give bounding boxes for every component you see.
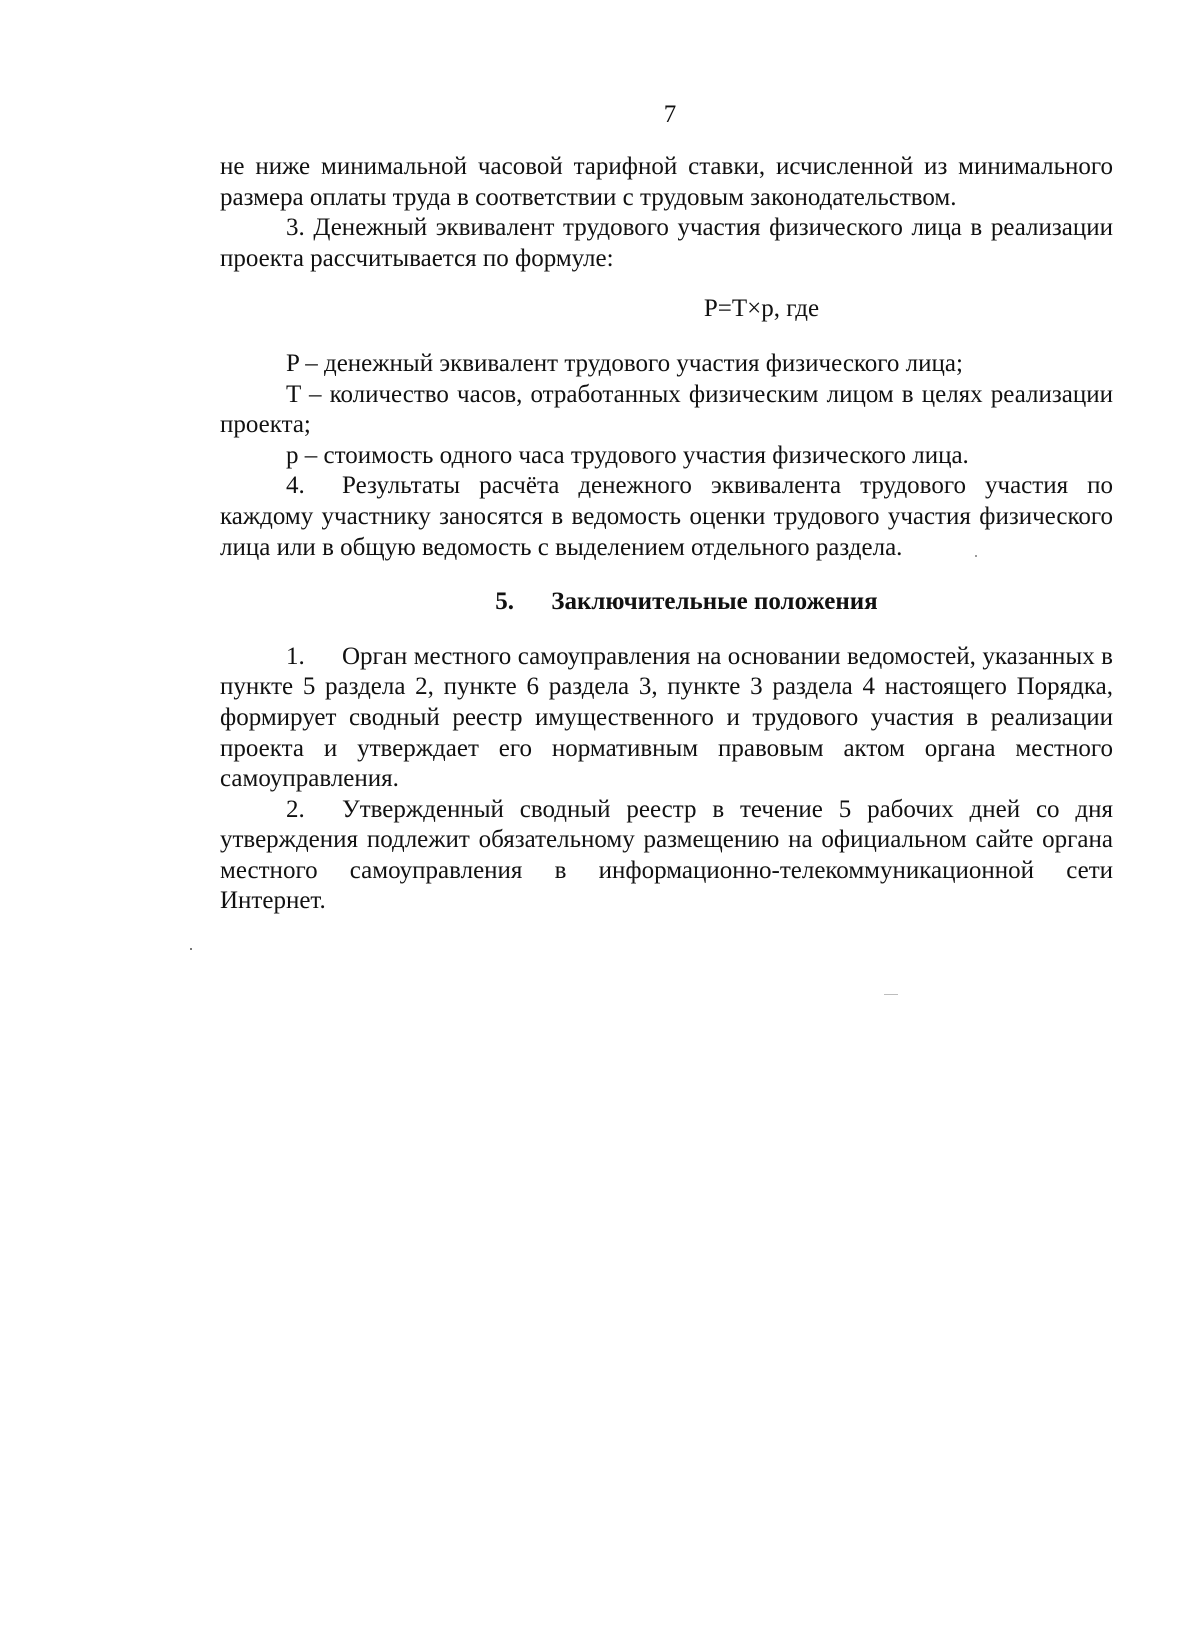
section-5-item-2-number: 2. [286,795,305,823]
item-4-text: Результаты расчёта денежного эквивалента трудового участия по каждому участнику заносятся в ведомость оценки трудового участия физического лица или в общую ведомость с выделением отдельного раздела. [220,472,1113,561]
definition-P: P – денежный эквивалент трудового участия физического лица; [286,349,963,377]
definition-T: T – количество часов, отработанных физическим лицом в целях реализации проекта; [220,380,1113,439]
paragraph-item-4 [220,471,1113,563]
document-body [220,152,1113,917]
scan-mark [884,994,898,995]
scan-speck [190,948,192,950]
paragraph-continuation: не ниже минимальной часовой тарифной ставки, исчисленной из минимального размера оплаты труда в соответствии с трудовым законодательством. [220,153,1113,211]
section-5-title: Заключительные положения [551,588,878,616]
section-5-heading [220,587,1113,618]
paragraph-item-3: 3. Денежный эквивалент трудового участия физического лица в реализации проекта рассчитывается по формуле: [220,214,1113,272]
section-5-item-1 [220,642,1113,795]
item-4-number: 4. [286,472,305,500]
section-5-item-1-text: Орган местного самоуправления на основании ведомостей, указанных в пункте 5 раздела 2, пункте 6 раздела 3, пункте 3 раздела 4 настоящего Порядка, формирует сводный реестр имущественного и трудового участия в реализации проекта и утверждает его нормативным правовым актом органа местного самоуправления. [220,642,1113,793]
formula: P=T×p, где [703,295,820,323]
page-number: 7 [663,101,677,128]
section-5-number: 5. [495,588,515,616]
scan-speck [975,555,977,557]
section-5-item-1-number: 1. [286,642,305,670]
section-5-item-2 [220,795,1113,917]
definition-p: p – стоимость одного часа трудового участия физического лица. [286,441,969,469]
section-5-item-2-text: Утвержденный сводный реестр в течение 5 рабочих дней со дня утверждения подлежит обязательному размещению на официальном сайте органа местного самоуправления в информационно-телекоммуникационной сети Интернет. [220,795,1113,915]
